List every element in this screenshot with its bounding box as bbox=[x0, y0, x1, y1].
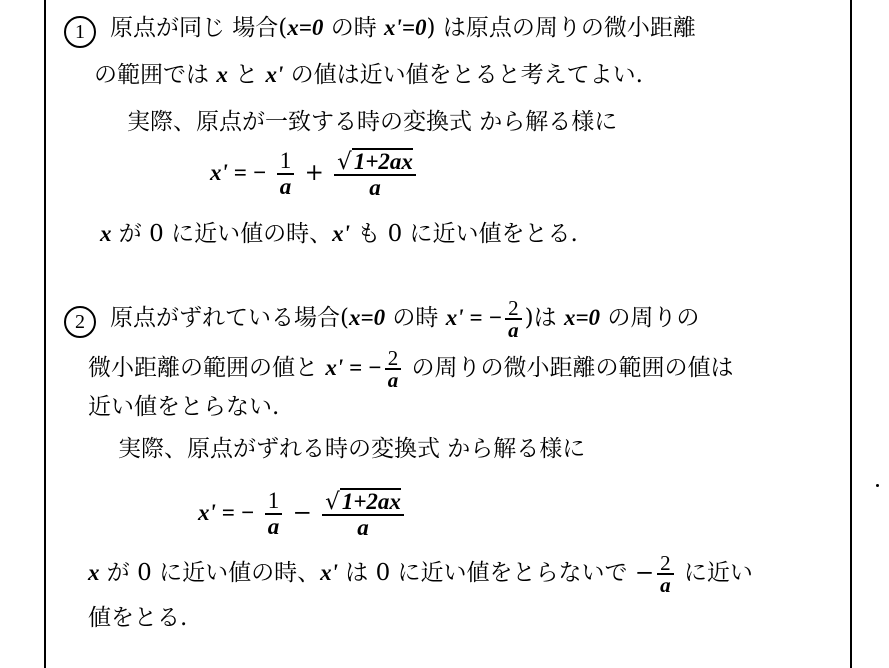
fraction-sqrt-over-a: $\frac{√1+2ax}{a}$ bbox=[322, 488, 404, 540]
fraction-2-over-a: $\frac{2}{a}$ bbox=[385, 348, 402, 390]
circled-number-1: 1 bbox=[64, 16, 96, 48]
section2-line4: 実際、原点がずれる時の変換式 から解る様に bbox=[118, 436, 586, 462]
fraction-1-over-a: $\frac{1}{a}$ bbox=[277, 149, 295, 199]
section2-line2: 微小距離の範囲の値と x' = − $\frac{2}{a}$ の周りの微小距離の範囲の値は bbox=[88, 346, 734, 392]
section1-line1: 1 原点が同じ 場合(x=0 の時 x'=0) は原点の周りの微小距離 bbox=[64, 13, 696, 48]
section1-formula: x' = − $\frac{1}{a}$ + $\frac{√1+2ax}{a}$ bbox=[210, 148, 419, 200]
fraction-2-over-a: $\frac{2}{a}$ bbox=[505, 298, 522, 340]
section1-line3: 実際、原点が一致する時の変換式 から解る様に bbox=[127, 109, 618, 135]
circled-number-2: 2 bbox=[64, 306, 96, 338]
fraction-2-over-a: $\frac{2}{a}$ bbox=[657, 553, 674, 595]
section2-line6: 値をとる. bbox=[88, 605, 188, 631]
section1-line2: の範囲では x と x' の値は近い値をとると考えてよい. bbox=[94, 62, 643, 88]
section1-line4: x が 0 に近い値の時、x' も 0 に近い値をとる. bbox=[100, 221, 578, 247]
section2-line5: x が 0 に近い値の時、x' は 0 に近い値をとらないで − $\frac{2}{a}$ に近い bbox=[88, 551, 753, 597]
section2-line1: 2 原点がずれている場合(x=0 の時 x' = − $\frac{2}{a}$ )は x=0 の周りの bbox=[64, 298, 699, 340]
scan-speck bbox=[876, 484, 879, 487]
section2-formula: x' = − $\frac{1}{a}$ − $\frac{√1+2ax}{a}$ bbox=[198, 488, 407, 540]
section2-line3: 近い値をとらない. bbox=[88, 394, 280, 420]
fraction-1-over-a: $\frac{1}{a}$ bbox=[265, 489, 283, 539]
fraction-sqrt-over-a: $\frac{√1+2ax}{a}$ bbox=[334, 148, 416, 200]
